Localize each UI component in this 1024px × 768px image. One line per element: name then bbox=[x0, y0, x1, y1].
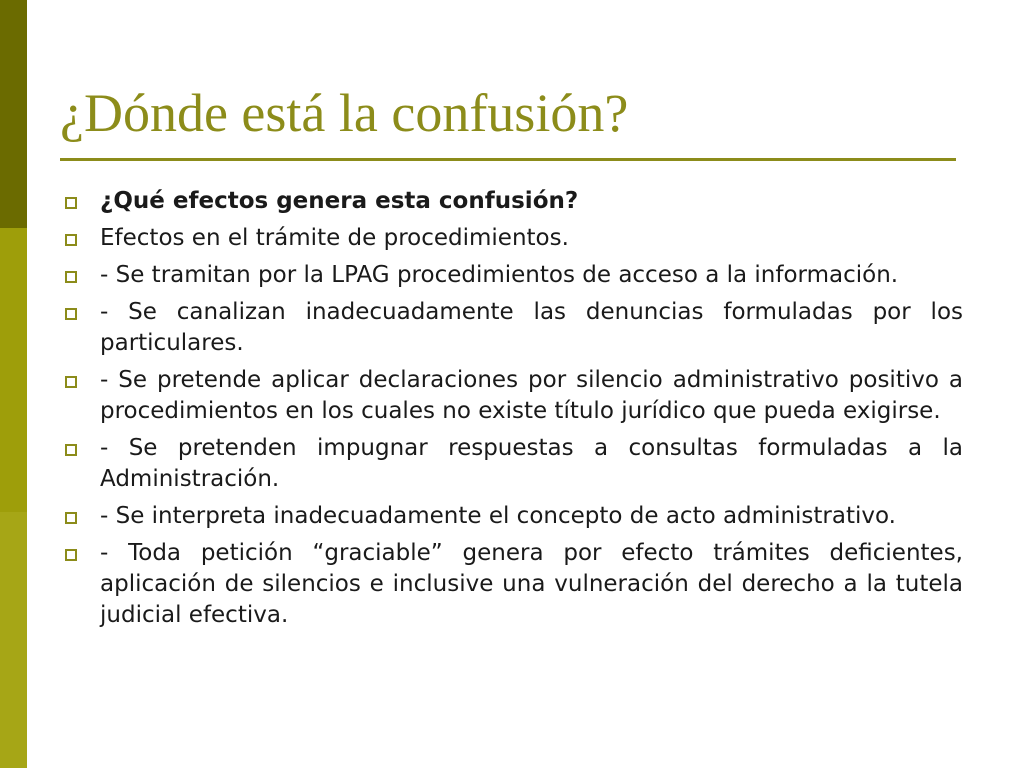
square-bullet-icon bbox=[65, 444, 77, 456]
bullet-item bbox=[63, 433, 963, 495]
bullet-text: - Se interpreta inadecuadamente el concepto de acto administrativo. bbox=[100, 503, 896, 529]
bullet-item bbox=[63, 186, 963, 217]
square-bullet-icon bbox=[65, 197, 77, 209]
square-bullet-icon bbox=[65, 234, 77, 246]
bullet-text: - Se pretende aplicar declaraciones por silencio administrativo positivo a procedimientos en los cuales no existe título jurídico que pueda exigirse. bbox=[100, 367, 963, 424]
bullet-item bbox=[63, 260, 963, 291]
bullet-item bbox=[63, 297, 963, 359]
bullet-text: - Toda petición “graciable” genera por efecto trámites deficientes, aplicación de silencios e inclusive una vulneración del derecho a la tutela judicial efectiva. bbox=[100, 540, 963, 628]
bullet-text: - Se pretenden impugnar respuestas a consultas formuladas a la Administración. bbox=[100, 435, 963, 492]
sidebar-segment-middle bbox=[0, 228, 27, 512]
square-bullet-icon bbox=[65, 549, 77, 561]
sidebar-segment-bottom bbox=[0, 512, 27, 768]
bullet-text: - Se canalizan inadecuadamente las denuncias formuladas por los particulares. bbox=[100, 299, 963, 356]
bullet-text: - Se tramitan por la LPAG procedimientos de acceso a la información. bbox=[100, 262, 899, 288]
slide-title: ¿Dónde está la confusión? bbox=[60, 83, 629, 143]
bullet-text: ¿Qué efectos genera esta confusión? bbox=[100, 188, 579, 214]
title-underline bbox=[60, 158, 956, 161]
bullet-item bbox=[63, 223, 963, 254]
square-bullet-icon bbox=[65, 308, 77, 320]
bullet-item bbox=[63, 538, 963, 631]
bullet-text: Efectos en el trámite de procedimientos. bbox=[100, 225, 569, 251]
decorative-sidebar bbox=[0, 0, 27, 768]
bullet-item bbox=[63, 501, 963, 532]
bullet-item bbox=[63, 365, 963, 427]
sidebar-segment-top bbox=[0, 0, 27, 228]
square-bullet-icon bbox=[65, 271, 77, 283]
bullet-list bbox=[63, 186, 963, 637]
square-bullet-icon bbox=[65, 512, 77, 524]
square-bullet-icon bbox=[65, 376, 77, 388]
